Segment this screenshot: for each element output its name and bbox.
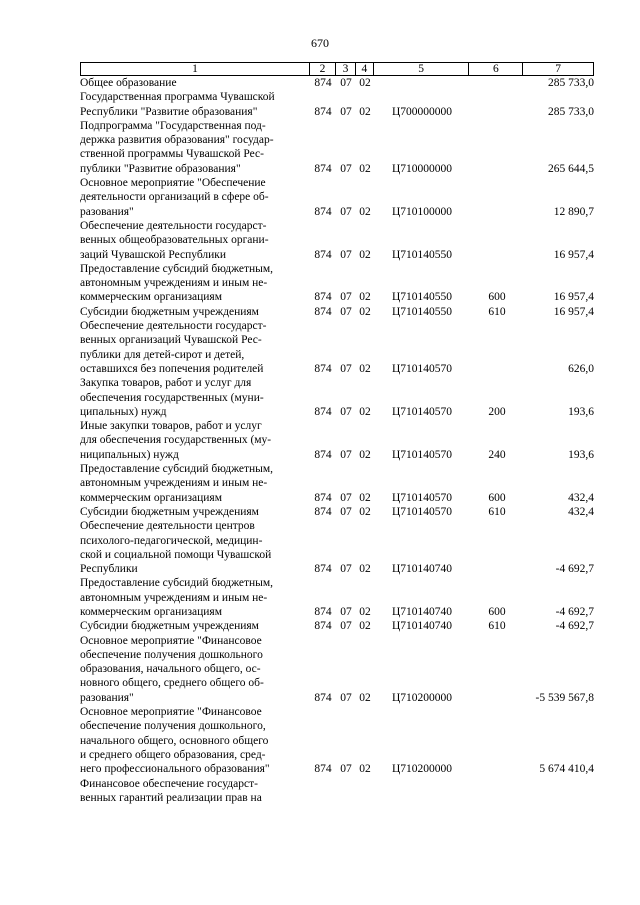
cell-c2: 874 [314,205,332,218]
row-name-line: Обеспечение деятельности центров [80,520,255,533]
row-name [80,176,310,219]
row-name-line: Субсидии бюджетным учреждениям [80,620,259,633]
row-name-line: ниципальных) нужд [80,448,179,461]
row-name-line: Республики "Развитие образования" [80,105,258,118]
header-col-4: 4 [356,63,374,75]
cell-c7: 265 644,5 [548,162,594,175]
row-name-line: Обеспечение деятельности государст- [80,320,267,333]
row-name-line: Иные закупки товаров, работ и услуг [80,420,262,433]
cell-c7: 432,4 [568,491,594,504]
cell-c7: 16 957,4 [553,248,594,261]
cell-c4: 02 [359,362,371,375]
cell-c6: 610 [488,620,506,633]
row-name-line: Основное мероприятие "Финансовое [80,634,262,647]
cell-c5: Ц700000000 [391,105,453,118]
row-name [80,777,310,806]
cell-c6: 240 [488,448,506,461]
table-row [80,634,594,705]
row-name-line: деятельности организаций в сфере об- [80,191,269,204]
row-name [80,505,310,519]
cell-c4: 02 [359,205,371,218]
cell-c7: 285 733,0 [548,77,594,89]
row-name-line: коммерческим организациям [80,291,222,304]
cell-c7: -5 539 567,8 [535,691,594,704]
cell-c5: Ц710140740 [391,563,453,576]
row-name [80,576,310,619]
row-name-line: ственной программы Чувашской Рес- [80,148,264,161]
row-name-line: разования" [80,205,134,218]
row-name-line: Основное мероприятие "Финансовое [80,706,262,719]
table-body [80,76,594,805]
table-row [80,376,594,419]
row-name-line: Обеспечение деятельности государст- [80,219,267,232]
row-name-line: Государственная программа Чувашской [80,91,275,104]
row-name-line: Предоставление субсидий бюджетным, [80,463,274,476]
row-name-line: публики для детей-сирот и детей, [80,348,245,361]
cell-c4: 02 [359,691,371,704]
row-name-line: Общее образование [80,77,177,89]
cell-c5: Ц710140740 [391,605,453,618]
row-name [80,705,310,776]
row-name-line: начального общего, основного общего [80,734,269,747]
row-name-line: Основное мероприятие "Обеспечение [80,177,266,190]
cell-c4: 02 [359,563,371,576]
cell-c2: 874 [314,605,332,618]
header-col-3: 3 [336,63,356,75]
cell-c4: 02 [359,105,371,118]
cell-c6: 610 [488,305,506,318]
row-name-line: автономным учреждениям и иным не- [80,277,268,290]
header-col-1: 1 [81,63,310,75]
cell-c3: 07 [340,248,352,261]
row-name-line: для обеспечения государственных (му- [80,434,272,447]
cell-c7: 285 733,0 [548,105,594,118]
cell-c3: 07 [340,405,352,418]
cell-c2: 874 [314,162,332,175]
table-row [80,305,594,319]
row-name-line: образования, начального общего, ос- [80,663,261,676]
cell-c5: Ц710100000 [391,205,453,218]
cell-c7: 16 957,4 [553,305,594,318]
cell-c2: 874 [314,691,332,704]
cell-c4: 02 [359,248,371,261]
row-name-line: ской и социальной помощи Чувашской [80,548,272,561]
row-name-line: Субсидии бюджетным учреждениям [80,505,259,518]
table-row [80,576,594,619]
cell-c3: 07 [340,305,352,318]
cell-c2: 874 [314,405,332,418]
cell-c3: 07 [340,763,352,776]
cell-c3: 07 [340,563,352,576]
table-row [80,462,594,505]
cell-c2: 874 [314,248,332,261]
table-row [80,262,594,305]
cell-c2: 874 [314,448,332,461]
row-name [80,419,310,462]
header-col-6: 6 [469,63,523,75]
header-col-7: 7 [555,63,562,75]
cell-c7: 626,0 [568,362,594,375]
cell-c3: 07 [340,77,352,89]
row-name-line: Предоставление субсидий бюджетным, [80,577,274,590]
cell-c4: 02 [359,505,371,518]
table-row [80,119,594,176]
table-row [80,619,594,633]
cell-c3: 07 [340,162,352,175]
cell-c4: 02 [359,77,371,89]
cell-c7: 12 890,7 [553,205,594,218]
row-name-line: новного общего, среднего общего об- [80,677,264,690]
row-name-line: ципальных) нужд [80,405,167,418]
cell-c7: 5 674 410,4 [539,763,594,776]
cell-c2: 874 [314,305,332,318]
cell-c3: 07 [340,105,352,118]
row-name-line: Подпрограмма "Государственная под- [80,119,266,132]
row-name-line: держка развития образования" государ- [80,134,274,147]
table-row [80,76,594,90]
cell-c4: 02 [359,763,371,776]
cell-c2: 874 [314,620,332,633]
row-name-line: венных гарантий реализации прав на [80,791,262,804]
cell-c2: 874 [314,77,332,89]
cell-c6: 600 [488,605,506,618]
cell-c5: Ц710140570 [391,405,453,418]
row-name-line: него профессионального образования" [80,763,270,776]
table-row [80,705,594,776]
page-number: 670 [311,36,329,50]
cell-c4: 02 [359,162,371,175]
table-row [80,777,594,806]
row-name [80,90,310,119]
cell-c7: -4 692,7 [555,563,594,576]
cell-c3: 07 [340,362,352,375]
cell-c3: 07 [340,291,352,304]
row-name-line: Республики [80,563,138,576]
cell-c7: -4 692,7 [555,605,594,618]
row-name-line: венных общеобразовательных органи- [80,234,269,247]
row-name-line: коммерческим организациям [80,491,222,504]
cell-c6: 600 [488,491,506,504]
cell-c7: 193,6 [568,448,594,461]
cell-c6: 600 [488,291,506,304]
cell-c4: 02 [359,620,371,633]
cell-c2: 874 [314,563,332,576]
cell-c2: 874 [314,491,332,504]
row-name-line: автономным учреждениям и иным не- [80,591,268,604]
cell-c3: 07 [340,448,352,461]
cell-c3: 07 [340,605,352,618]
row-name-line: Субсидии бюджетным учреждениям [80,305,259,318]
row-name-line: заций Чувашской Республики [80,248,227,261]
cell-c5: Ц710140570 [391,491,453,504]
cell-c3: 07 [340,620,352,633]
cell-c5: Ц710140570 [391,505,453,518]
row-name-line: обеспечение получения дошкольного [80,648,263,661]
row-name [80,119,310,176]
cell-c5: Ц710140550 [391,291,453,304]
row-name [80,376,310,419]
row-name [80,634,310,705]
row-name [80,305,310,319]
cell-c4: 02 [359,291,371,304]
row-name-line: автономным учреждениям и иным не- [80,477,268,490]
cell-c3: 07 [340,205,352,218]
row-name-line: обеспечение получения дошкольного, [80,720,266,733]
row-name-line: психолого-педагогической, медицин- [80,534,263,547]
header-col-2: 2 [310,63,336,75]
cell-c5: Ц710140570 [391,448,453,461]
row-name [80,76,310,90]
table-header [80,62,594,76]
row-name-line: Предоставление субсидий бюджетным, [80,262,274,275]
row-name-line: Закупка товаров, работ и услуг для [80,377,252,390]
cell-c4: 02 [359,305,371,318]
cell-c2: 874 [314,291,332,304]
row-name [80,262,310,305]
row-name-line: публики "Развитие образования" [80,162,241,175]
row-name [80,219,310,262]
cell-c5: Ц710200000 [391,763,453,776]
cell-c2: 874 [314,763,332,776]
cell-c3: 07 [340,691,352,704]
cell-c5: Ц710140740 [391,620,453,633]
cell-c6: 610 [488,505,506,518]
cell-c5: Ц710140570 [391,362,453,375]
cell-c3: 07 [340,505,352,518]
table-row [80,319,594,376]
cell-c5: Ц710200000 [391,691,453,704]
row-name-line: Финансовое обеспечение государст- [80,777,258,790]
row-name [80,619,310,633]
header-col-5: 5 [374,63,470,75]
table-row [80,176,594,219]
cell-c7: 16 957,4 [553,291,594,304]
row-name-line: и среднего общего образования, сред- [80,748,266,761]
row-name-line: венных организаций Чувашской Рес- [80,334,262,347]
cell-c7: 432,4 [568,505,594,518]
row-name [80,319,310,376]
row-name-line: разования" [80,691,134,704]
table-row [80,419,594,462]
row-name [80,519,310,576]
row-name-line: обеспечения государственных (муни- [80,391,264,404]
cell-c5: Ц710000000 [391,162,453,175]
cell-c2: 874 [314,505,332,518]
cell-c7: 193,6 [568,405,594,418]
table-row [80,505,594,519]
cell-c3: 07 [340,491,352,504]
cell-c4: 02 [359,405,371,418]
cell-c2: 874 [314,105,332,118]
cell-c4: 02 [359,448,371,461]
cell-c5: Ц710140550 [391,305,453,318]
cell-c2: 874 [314,362,332,375]
row-name [80,462,310,505]
cell-c4: 02 [359,491,371,504]
table-row [80,519,594,576]
row-name-line: коммерческим организациям [80,605,222,618]
cell-c5: Ц710140550 [391,248,453,261]
table-row [80,219,594,262]
table-row [80,90,594,119]
cell-c7: -4 692,7 [555,620,594,633]
row-name-line: оставшихся без попечения родителей [80,362,264,375]
cell-c6: 200 [488,405,506,418]
cell-c4: 02 [359,605,371,618]
